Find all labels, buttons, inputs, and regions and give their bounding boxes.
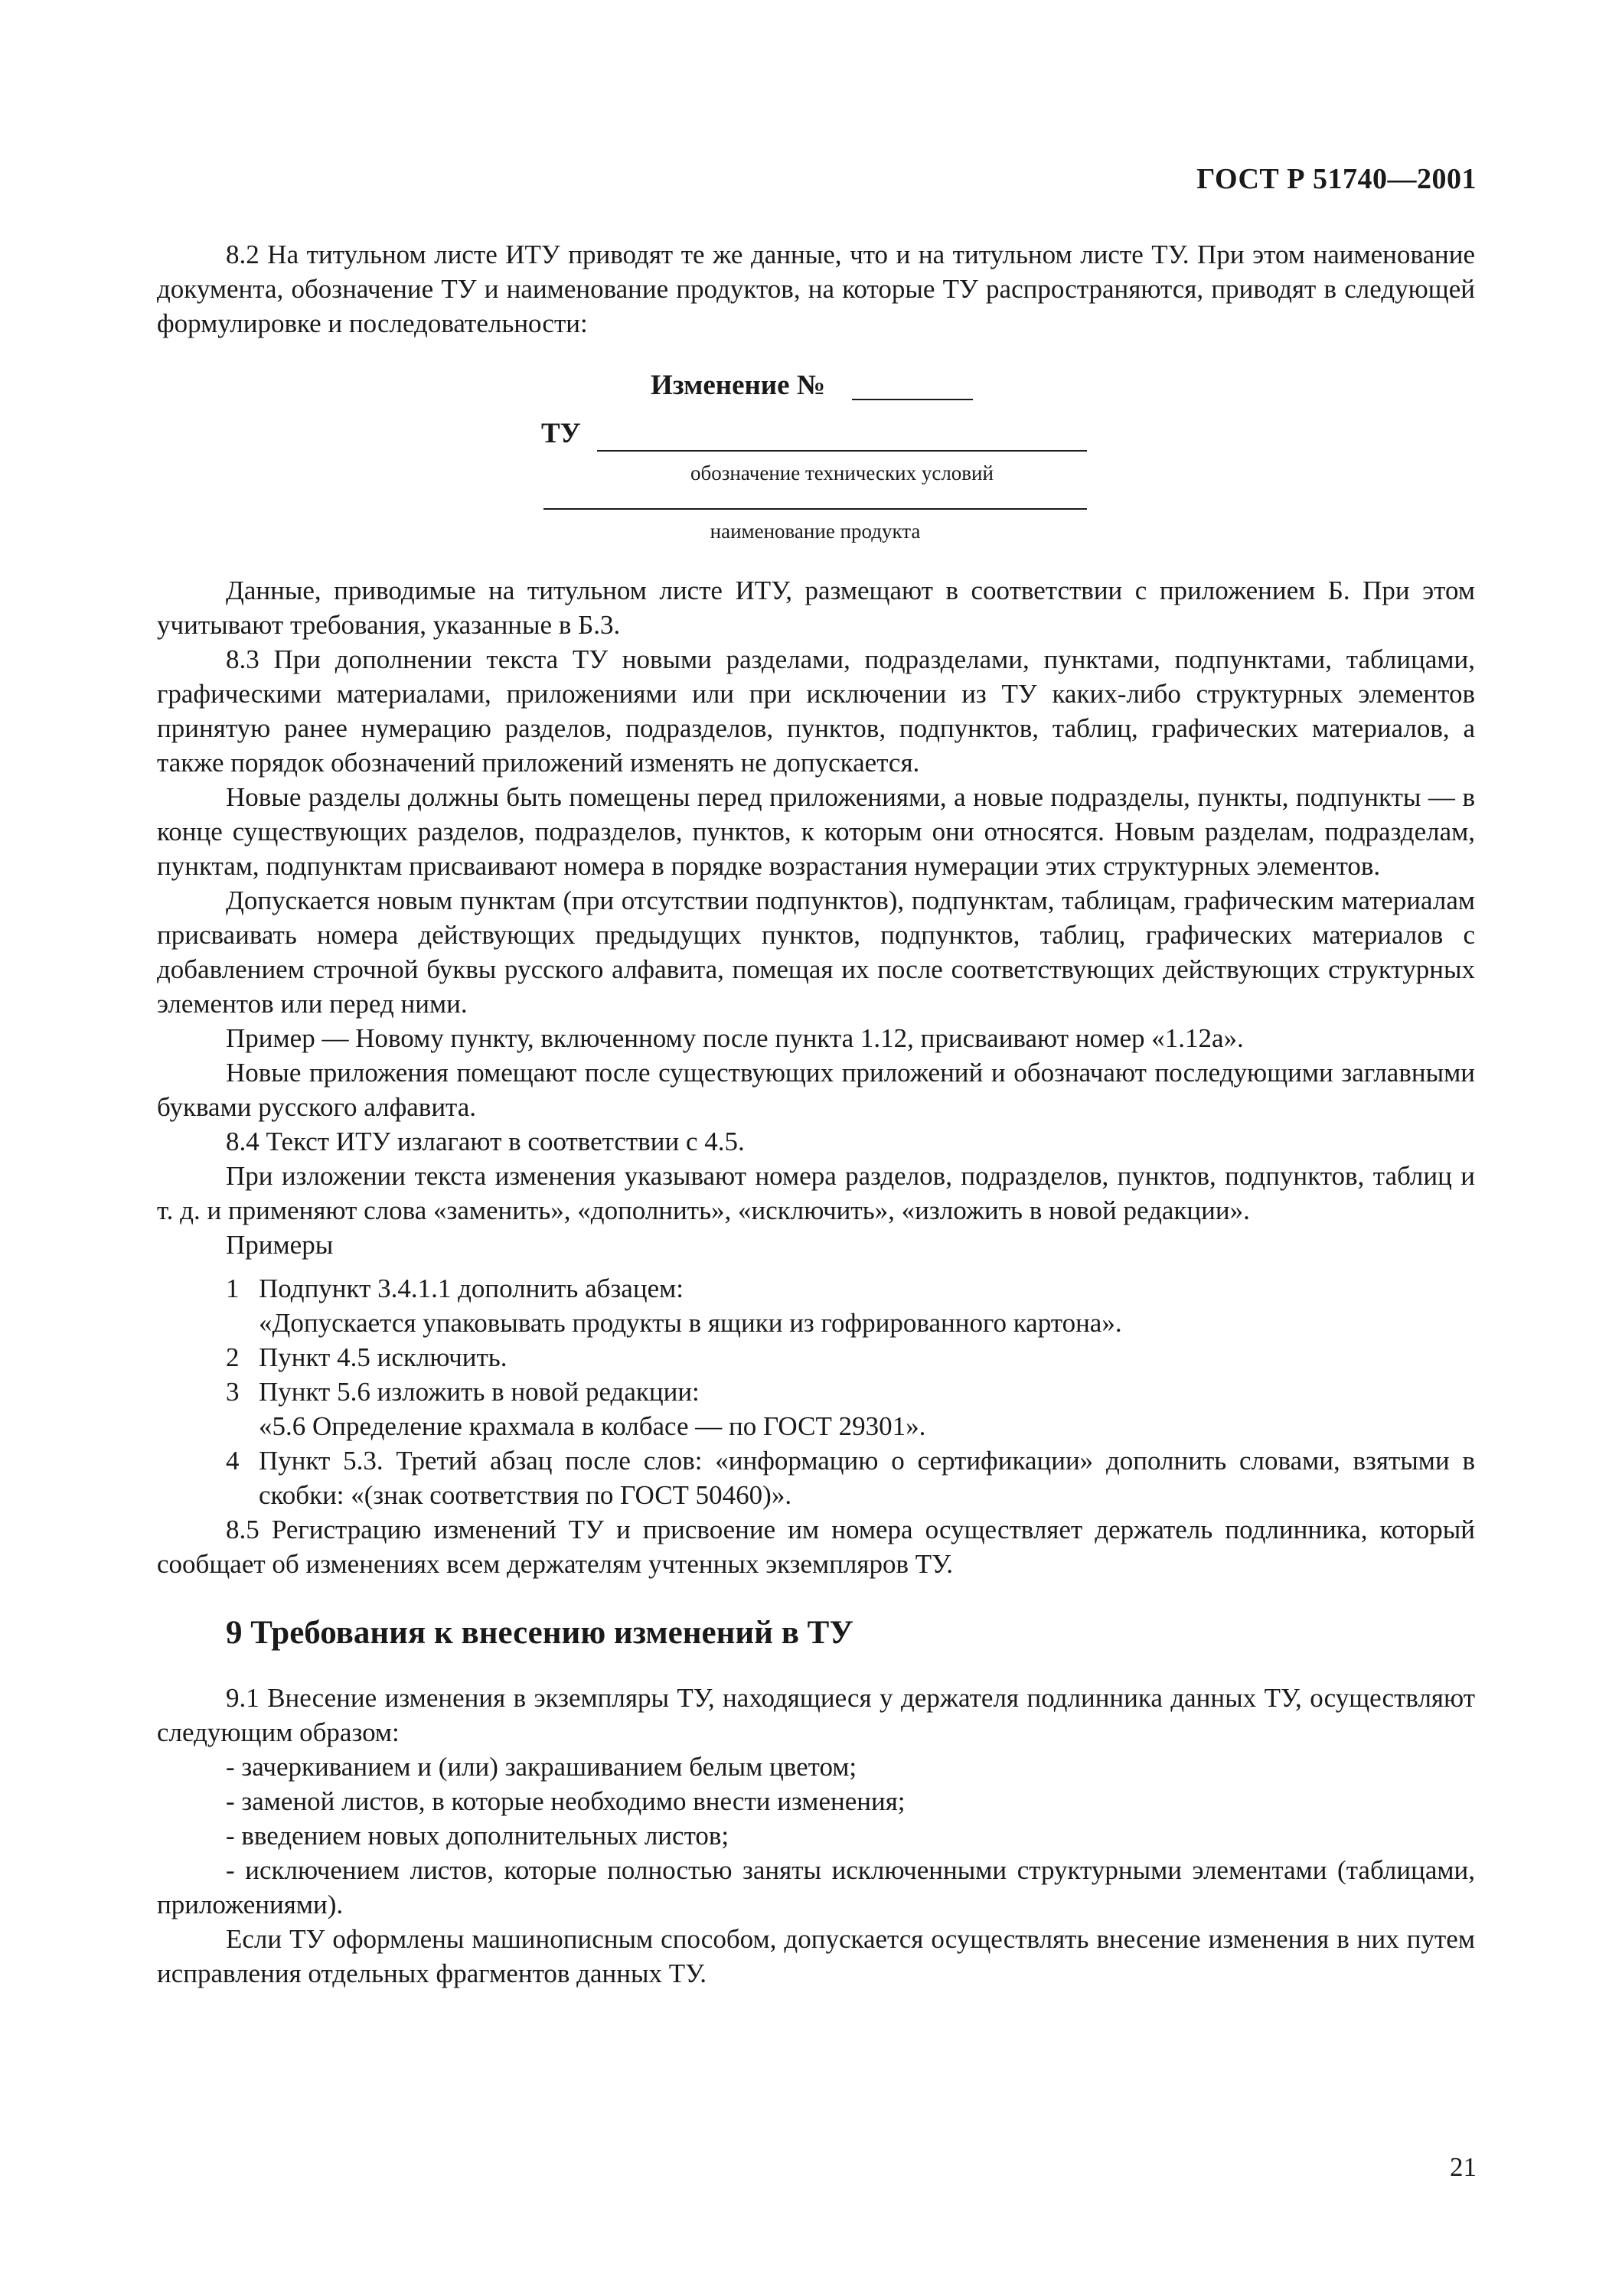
- example-item: [157, 1375, 1475, 1409]
- change-number-blank-line: [852, 399, 973, 400]
- paragraph-8-3: 8.3 При дополнении текста ТУ новыми разделами, подразделами, пунктами, подпунктами, таблицами, графическими материалами, приложениями или при исключении из ТУ каких-либо структурных элементов принятую ранее нумерацию разделов, подразделов, пунктов, подпунктов, таблиц, графических материалов, а также порядок обозначений приложений изменять не допускается.: [157, 644, 1475, 778]
- example-continuation: «5.6 Определение крахмала в колбасе — по ГОСТ 29301».: [259, 1411, 926, 1441]
- example-number: 1: [226, 1274, 240, 1303]
- paragraph-typed-docs: Если ТУ оформлены машинописным способом, допускается осуществлять внесение изменения в них путем исправления отдельных фрагментов данных ТУ.: [157, 1924, 1475, 1988]
- change-number-label: Изменение №: [651, 370, 825, 401]
- list-item-last: - исключением листов, которые полностью заняты исключенными структурными элементами (таблицами, приложениями).: [157, 1855, 1475, 1919]
- paragraph-new-sections: Новые разделы должны быть помещены перед приложениями, а новые подразделы, пункты, подпункты — в конце существующих разделов, подразделов, пунктов, к которым они относятся. Новым разделам, подразделам, пунктам, подпунктам присваивают номера в порядке возрастания нумерации этих структурных элементов.: [157, 782, 1475, 881]
- example-item: [157, 1271, 1475, 1306]
- example-item: [157, 1340, 1475, 1375]
- tu-designation-caption: обозначение технических условий: [690, 461, 994, 484]
- example-item: [157, 1443, 1475, 1512]
- section-9-heading: 9 Требования к внесению изменений в ТУ: [226, 1615, 853, 1651]
- paragraph-8-5: 8.5 Регистрацию изменений ТУ и присвоение им номера осуществляет держатель подлинника, который сообщает об изменениях всем держателям учтенных экземпляров ТУ.: [157, 1515, 1475, 1579]
- paragraph-8-2: 8.2 На титульном листе ИТУ приводят те же данные, что и на титульном листе ТУ. При этом наименование документа, обозначение ТУ и наименование продуктов, на которые ТУ распространяются, приводят в следующей формулировке и последовательности:: [157, 240, 1475, 338]
- tu-label: ТУ: [541, 418, 581, 449]
- example-text: Пункт 5.6 изложить в новой редакции:: [259, 1377, 700, 1407]
- paragraph-change-statement: При изложении текста изменения указывают номера разделов, подразделов, пунктов, подпунктов, таблиц и т. д. и применяют слова «заменить», «дополнить», «исключить», «изложить в новой редакции».: [157, 1161, 1475, 1225]
- list-item: - введением новых дополнительных листов;: [226, 1821, 729, 1851]
- example-text: Пункт 4.5 исключить.: [259, 1342, 507, 1372]
- page-body: [157, 237, 1475, 1991]
- example-text: Пункт 5.3. Третий абзац после слов: «информацию о сертификации» дополнить словами, взятыми в скобки: «(знак соответствия по ГОСТ 50460)».: [259, 1446, 1475, 1510]
- paragraph-example: Пример — Новому пункту, включенному после пункта 1.12, присваивают номер «1.12а».: [226, 1023, 1244, 1053]
- list-item: - зачеркиванием и (или) закрашиванием белым цветом;: [226, 1752, 857, 1782]
- example-number: 3: [226, 1377, 240, 1407]
- example-continuation: «Допускается упаковывать продукты в ящики из гофрированного картона».: [259, 1308, 1122, 1338]
- example-text: Подпункт 3.4.1.1 дополнить абзацем:: [259, 1274, 684, 1303]
- tu-designation-blank-line: [597, 450, 1087, 452]
- paragraph-new-appendix: Новые приложения помещают после существующих приложений и обозначают последующими заглавными буквами русского алфавита.: [157, 1058, 1475, 1122]
- product-name-caption: наименование продукта: [710, 520, 921, 543]
- page-number: 21: [1450, 2152, 1477, 2182]
- product-name-blank-line: [543, 508, 1087, 510]
- paragraph-allowed-numbering: Допускается новым пунктам (при отсутствии подпунктов), подпунктам, таблицам, графическим материалам присваивать номера действующих предыдущих пунктов, подпунктов, таблиц, графических материалов с добавлением строчной буквы русского алфавита, помещая их после соответствующих действующих структурных элементов или перед ними.: [157, 885, 1475, 1019]
- paragraph-title-data: Данные, приводимые на титульном листе ИТУ, размещают в соответствии с приложением Б. При этом учитывают требования, указанные в Б.3.: [157, 576, 1475, 640]
- examples-title: Примеры: [226, 1230, 334, 1260]
- document-code-header: ГОСТ Р 51740—2001: [1196, 163, 1477, 195]
- example-number: 2: [226, 1342, 240, 1372]
- title-form-template: [157, 351, 1475, 558]
- example-number: 4: [226, 1446, 240, 1476]
- paragraph-9-1: 9.1 Внесение изменения в экземпляры ТУ, находящиеся у держателя подлинника данных ТУ, осуществляют следующим образом:: [157, 1683, 1475, 1747]
- paragraph-8-4: 8.4 Текст ИТУ излагают в соответствии с 4.5.: [226, 1127, 745, 1156]
- list-item: - заменой листов, в которые необходимо внести изменения;: [226, 1786, 906, 1816]
